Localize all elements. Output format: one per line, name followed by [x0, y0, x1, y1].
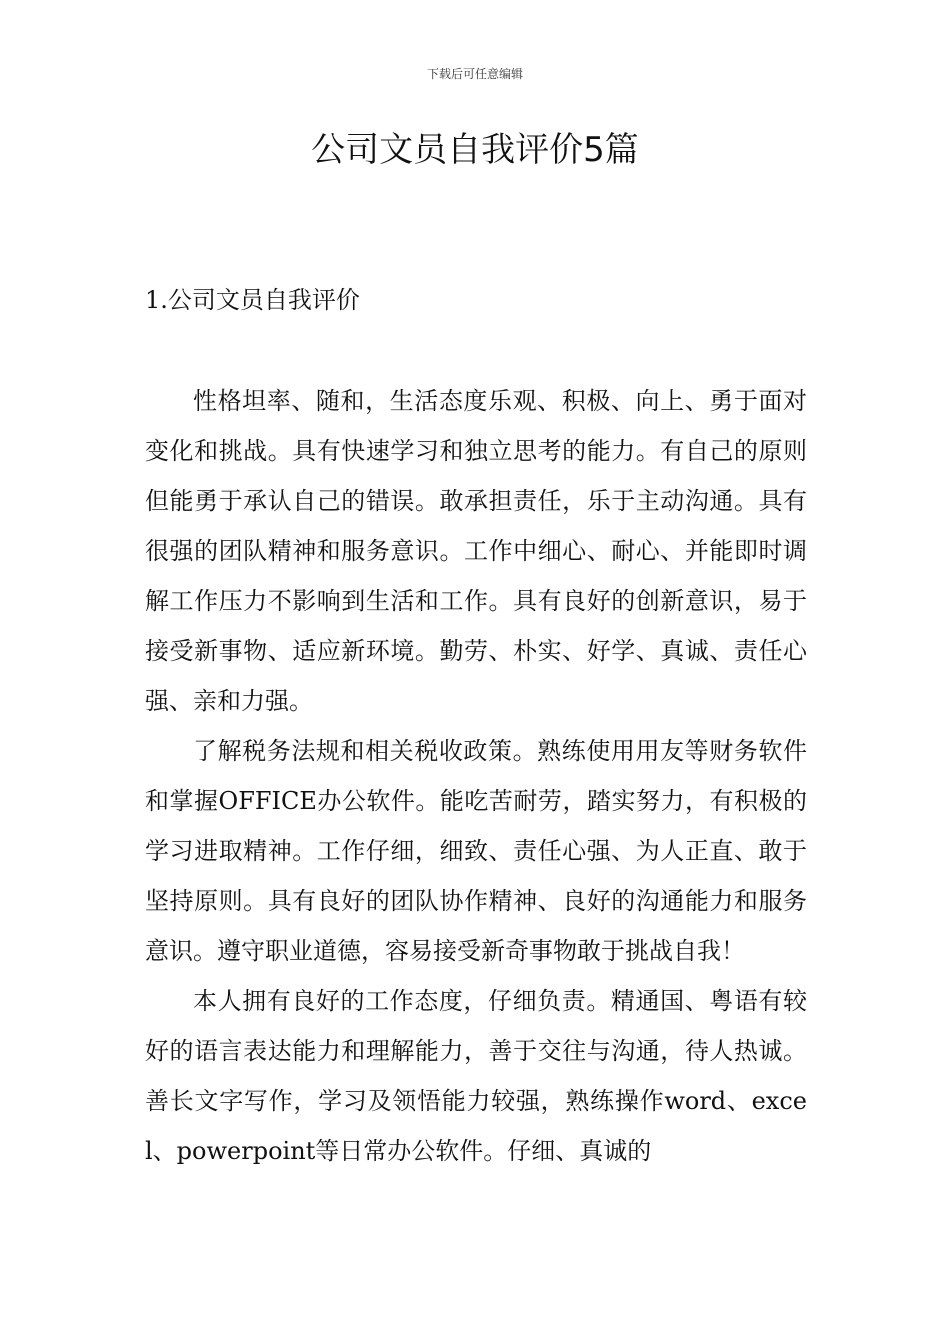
paragraph-1: 性格坦率、随和，生活态度乐观、积极、向上、勇于面对变化和挑战。具有快速学习和独立思考的能力。有自己的原则但能勇于承认自己的错误。敢承担责任，乐于主动沟通。具有很强的团队精神和服务意识。工作中细心、耐心、并能即时调解工作压力不影响到生活和工作。具有良好的创新意识，易于接受新事物、适应新环境。勤劳、朴实、好学、真诚、责任心强、亲和力强。: [145, 387, 807, 715]
section-heading: 1.公司文员自我评价: [145, 286, 360, 314]
paragraph-2: 了解税务法规和相关税收政策。熟练使用用友等财务软件和掌握OFFICE办公软件。能吃苦耐劳，踏实努力，有积极的学习进取精神。工作仔细，细致、责任心强、为人正直、敢于坚持原则。具有良好的团队协作精神、良好的沟通能力和服务意识。遵守职业道德，容易接受新奇事物敢于挑战自我！: [145, 737, 807, 965]
document-title: 公司文员自我评价5篇: [311, 130, 639, 170]
document-body: [145, 376, 807, 1176]
header-note: 下载后可任意编辑: [426, 67, 523, 81]
paragraph-3: 本人拥有良好的工作态度，仔细负责。精通国、粤语有较好的语言表达能力和理解能力，善于交往与沟通，待人热诚。善长文字写作，学习及领悟能力较强，熟练操作word、excel、powerpoint等日常办公软件。仔细、真诚的: [145, 987, 807, 1165]
